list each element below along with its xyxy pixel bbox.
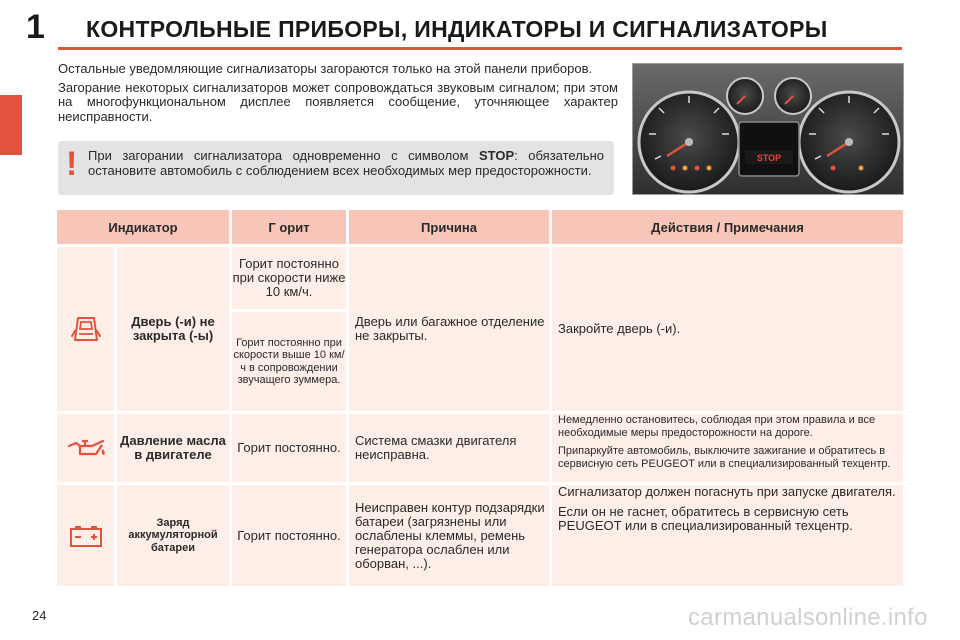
warning-text (88, 149, 604, 178)
lit-condition: Горит постоянно при скорости ниже 10 км/ч. (232, 247, 346, 309)
lit-condition: Горит постоянно. (232, 485, 346, 586)
watermark: carmanualsonline.info (688, 604, 928, 631)
page-number: 24 (32, 608, 47, 623)
cause-text: Система смазки двигателя неисправна. (349, 414, 549, 482)
cause-text: Неисправен контур подзарядки батареи (загрязнены или ослаблены клеммы, ремень генератора ослаблен или оборван, ...). (349, 485, 549, 586)
intro-paragraph-1: Остальные уведомляющие сигнализаторы загораются только на этой панели приборов. (58, 61, 593, 76)
action-paragraph: Если он не гаснет, обратитесь в сервисную сеть PEUGEOT или в специализированный техцентр. (558, 504, 853, 533)
exclamation-icon: ! (66, 145, 78, 183)
header-action: Действия / Примечания (552, 210, 903, 244)
page-title: КОНТРОЛЬНЫЕ ПРИБОРЫ, ИНДИКАТОРЫ И СИГНАЛИЗАТОРЫ (86, 16, 828, 42)
header-cause: Причина (349, 210, 549, 244)
action-paragraph: Припаркуйте автомобиль, выключите зажигание и обратитесь в сервисную сеть PEUGEOT или в специализированный техцентр. (558, 445, 891, 470)
action-paragraph: Сигнализатор должен погаснуть при запуске двигателя. (558, 484, 896, 499)
lit-condition: Горит постоянно при скорости выше 10 км/ч в сопровождении звучащего зуммера. (232, 312, 346, 411)
warning-text-end: : обязательно остановите автомобиль с соблюдением всех необходимых мер предосторожности. (88, 148, 604, 178)
action-paragraph: Немедленно остановитесь, соблюдая при этом правила и все необходимые меры предосторожности на дороге. (558, 414, 876, 439)
warning-box (58, 141, 614, 195)
stop-indicator-label: STOP (756, 153, 782, 163)
action-text (552, 414, 903, 482)
indicator-name: Давление масла в двигателе (117, 414, 229, 482)
warning-text-start: При загорании сигнализатора одновременно с символом (88, 148, 479, 163)
intro-text (58, 62, 618, 128)
instrument-panel-image (632, 63, 904, 195)
oil-pressure-icon (57, 414, 114, 482)
chapter-number: 1 (26, 8, 45, 46)
intro-paragraph-2: Загорание некоторых сигнализаторов может сопровождаться звуковым сигналом; при этом на многофункциональном дисплее появляется сообщение, уточняющее характер неисправности. (58, 79, 618, 124)
chapter-tab (0, 95, 22, 155)
door-open-icon (57, 247, 114, 411)
cause-text: Дверь или багажное отделение не закрыты. (349, 247, 549, 411)
indicator-table (57, 210, 903, 586)
indicator-name: Дверь (-и) не закрыта (-ы) (117, 247, 229, 411)
battery-icon (57, 485, 114, 586)
header-divider (58, 47, 902, 50)
action-text (552, 485, 903, 586)
instrument-panel-drawing (633, 64, 904, 195)
warning-stop-word: STOP (478, 148, 515, 163)
header-indicator: Индикатор (57, 210, 229, 244)
indicator-name: Заряд аккумуляторной батареи (117, 485, 229, 586)
header-lit: Г орит (232, 210, 346, 244)
lit-condition: Горит постоянно. (232, 414, 346, 482)
action-text: Закройте дверь (-и). (552, 247, 903, 411)
